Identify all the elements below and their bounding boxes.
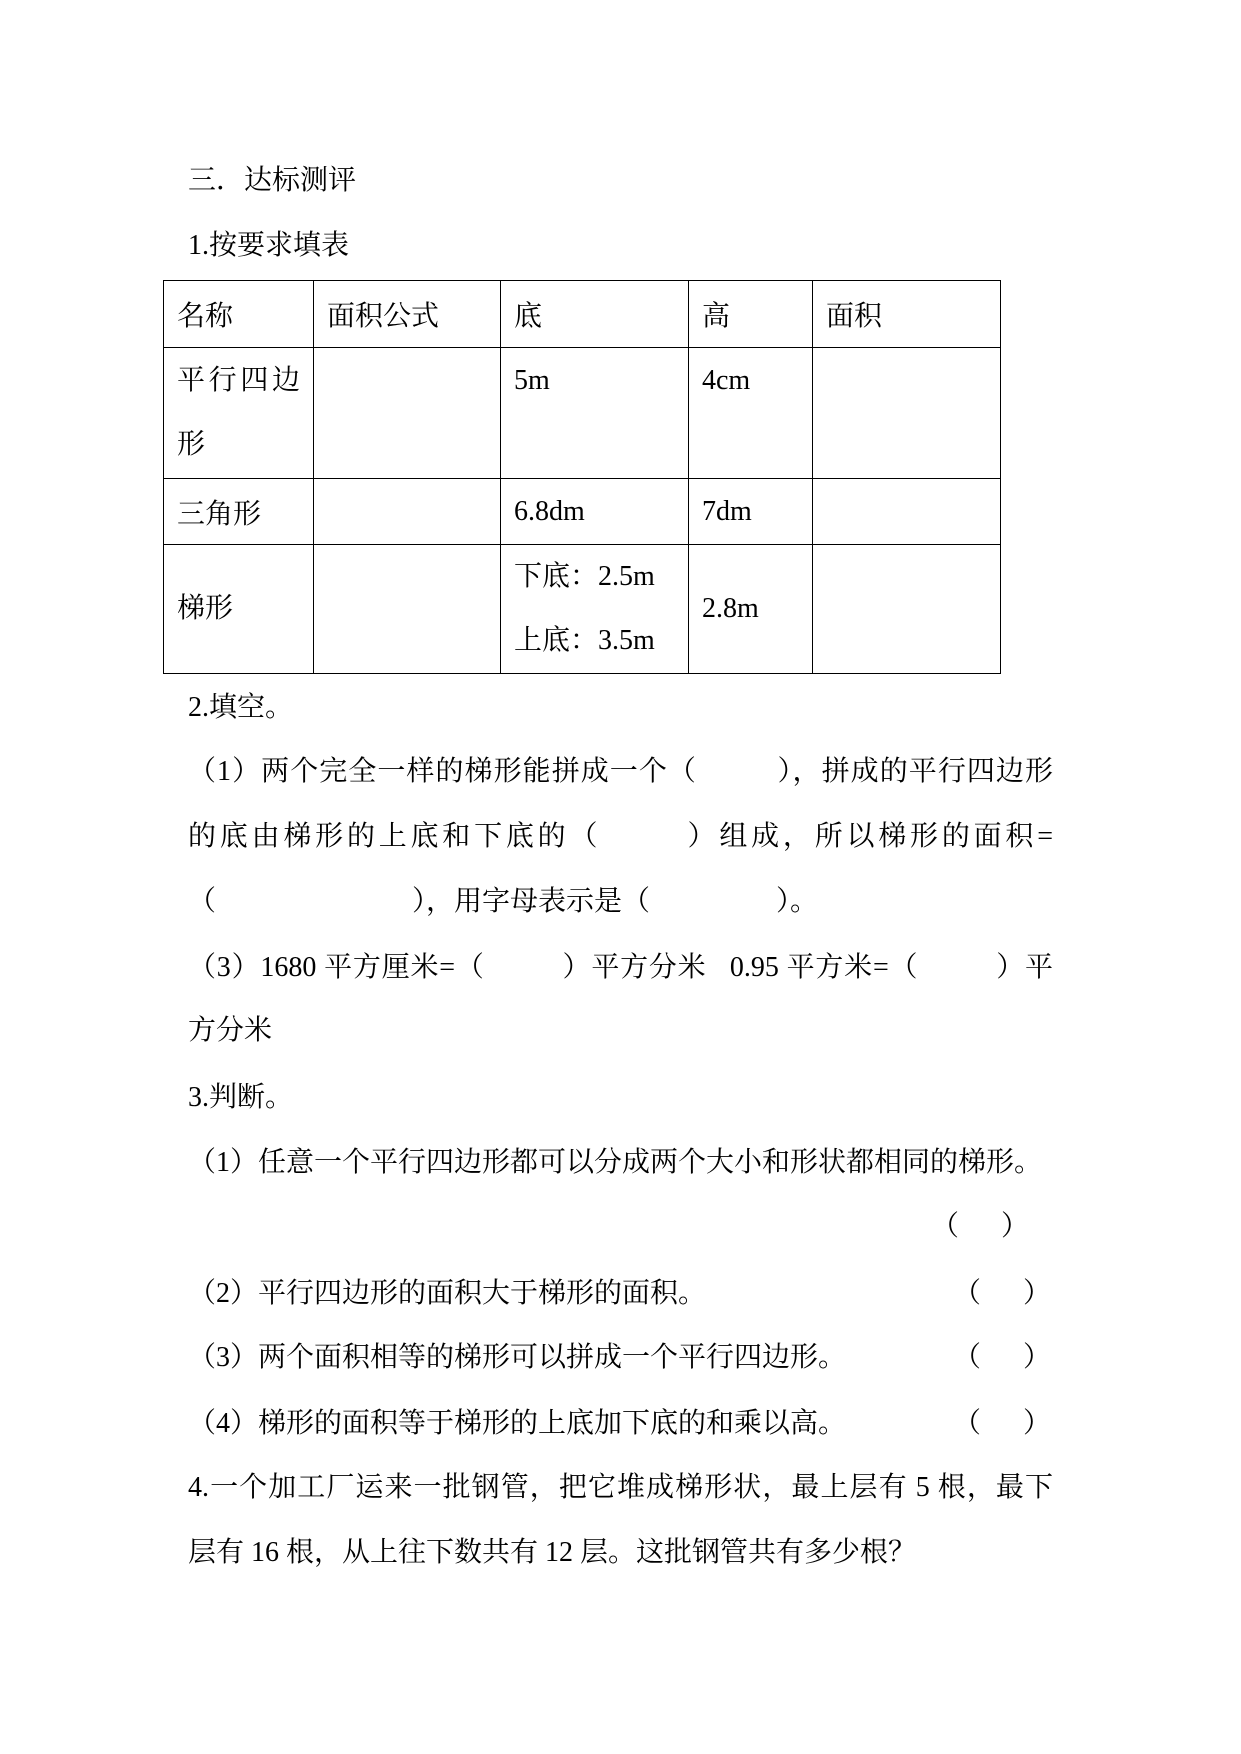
row-name: 三角形 [164,479,314,545]
area-blank-cell [813,348,1001,479]
q3-item-text: （4）梯形的面积等于梯形的上底加下底的和乘以高。 [188,1408,847,1439]
row-name: 梯形 [164,545,314,674]
q3-answer-paren: （ ） [952,1278,1051,1309]
header-base: 底 [501,281,689,348]
header-area: 面积 [813,281,1001,348]
q1-title: 1.按要求填表 [188,230,350,261]
table-row [164,479,1001,545]
row-name: 平行四边形 [164,348,314,479]
area-blank-cell [813,545,1001,674]
table-row [164,545,1001,674]
formula-blank-cell [314,348,501,479]
row-base [501,545,689,674]
q3-item-text: （3）两个面积相等的梯形可以拼成一个平行四边形。 [188,1342,847,1373]
q3-answer-paren: （ ） [930,1211,1029,1242]
q3-item-text: （1）任意一个平行四边形都可以分成两个大小和形状都相同的梯形。 [188,1147,1043,1178]
row-height: 4cm [689,348,813,479]
row-base: 6.8dm [501,479,689,545]
q4-line: 4.一个加工厂运来一批钢管，把它堆成梯形状，最上层有 5 根，最下 [188,1472,1053,1503]
area-formula-table [163,280,1001,674]
formula-blank-cell [314,545,501,674]
q2-item3-line: 方分米 [188,1015,273,1046]
q3-title: 3.判断。 [188,1082,294,1113]
lower-base-label: 下底：2.5m [514,561,655,592]
q2-item1-line: （1）两个完全一样的梯形能拼成一个（ ），拼成的平行四边形 [188,756,1053,787]
row-height: 2.8m [689,545,813,674]
section-title: 三．达标测评 [188,165,357,196]
header-name: 名称 [164,281,314,348]
upper-base-label: 上底：3.5m [514,625,655,656]
q3-answer-paren: （ ） [952,1408,1051,1439]
header-formula: 面积公式 [314,281,501,348]
table-header-row [164,281,1001,348]
q2-title: 2.填空。 [188,692,294,723]
q2-item1-line: 的底由梯形的上底和下底的（ ）组成，所以梯形的面积= [188,821,1053,852]
q2-item1-line: （ ），用字母表示是（ ）。 [188,886,819,917]
header-height: 高 [689,281,813,348]
row-base: 5m [501,348,689,479]
formula-blank-cell [314,479,501,545]
q3-item-text: （2）平行四边形的面积大于梯形的面积。 [188,1278,707,1309]
q2-item3-line: （3）1680 平方厘米=（ ）平方分米 0.95 平方米=（ ）平 [188,952,1053,983]
area-blank-cell [813,479,1001,545]
q4-line: 层有 16 根，从上往下数共有 12 层。这批钢管共有多少根？ [188,1537,917,1568]
q3-answer-paren: （ ） [952,1342,1051,1373]
row-height: 7dm [689,479,813,545]
table-row [164,348,1001,479]
